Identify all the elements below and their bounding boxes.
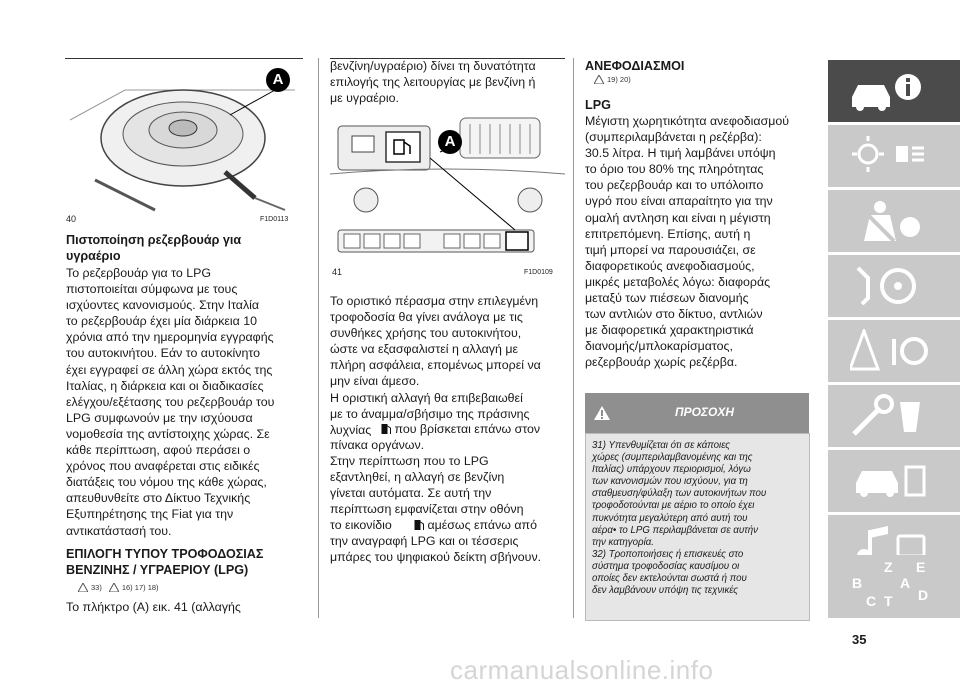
column-body: Το οριστικό πέρασμα στην επιλεγμένη τροφοδοσία θα γίνει ανάλογα με τις συνθήκες χρήσης του αυτοκινήτου, ώστε να εξασφαλιστεί η αλλαγή με πλήρη ασφάλεια, επομένως μπορεί να μην είναι άμεσο. Η οριστική αλλαγή θα επιβεβαιωθεί με το άναμμα/σβήσιμο της πράσινης λυχνίας [330, 294, 541, 437]
car-info-icon [846, 69, 926, 113]
figure-code: F1D0109 [524, 269, 553, 276]
warning-notes [78, 583, 159, 592]
tab-starting-driving[interactable] [828, 255, 960, 317]
seatbelt-icon [850, 199, 930, 243]
column-body: που βρίσκεται επάνω στον [391, 422, 541, 436]
note-ref: 16) 17) 18) [121, 583, 159, 592]
index-letter: A [900, 575, 911, 591]
tab-safety[interactable] [828, 190, 960, 252]
section-body: Το πλήκτρο (A) εικ. 41 (αλλαγής [66, 600, 241, 614]
index-letter: B [852, 575, 863, 591]
column-divider [318, 58, 319, 618]
index-letters-icon [846, 558, 936, 614]
warning-triangle-icon [593, 405, 611, 421]
figure-number: 40 [66, 214, 77, 224]
column-body: αμέσως επάνω από [424, 518, 537, 532]
column-top-rule [65, 58, 303, 59]
tab-index[interactable] [828, 555, 960, 618]
steering-wheel-icon [850, 264, 930, 308]
section-heading: ΑΝΕΦΟΔΙΑΣΜΟΙ [585, 59, 685, 73]
warning-triangle-icon [78, 583, 88, 592]
index-letter: T [884, 593, 893, 609]
warning-lamp-icon [850, 329, 930, 373]
index-letter: C [866, 593, 877, 609]
column-body: πίνακα οργάνων. Στην περίπτωση που το LPG εξαντληθεί, η αλλαγή σε βενζίνη γίνεται αυτόματα. Σε αυτή την περίπτωση εμφανίζεται στην οθόνη το εικονίδιο [330, 438, 524, 533]
lights-icon [850, 134, 930, 178]
tab-instruments[interactable] [828, 125, 960, 187]
warning-box-header [585, 393, 809, 433]
section-heading: ΕΠΙΛΟΓΗ ΤΥΠΟΥ ΤΡΟΦΟΔΟΣΙΑΣ ΒΕΝΖΙΝΗΣ / ΥΓΡΑΕΡΙΟΥ (LPG) [66, 547, 264, 578]
column-divider [573, 58, 574, 618]
figure-dashboard [330, 112, 565, 264]
tab-car-info[interactable] [828, 60, 960, 122]
watermark: carmanualsonline.info [450, 655, 714, 685]
warning-title: ΠΡΟΣΟΧΗ [675, 405, 735, 419]
tab-maintenance[interactable] [828, 385, 960, 447]
index-letter: D [918, 587, 929, 603]
column-body: βενζίνη/υγραέριο) δίνει τη δυνατότητα επιλογής της λειτουργίας με βενζίνη ή με υγραέριο. [330, 59, 536, 106]
subheading: LPG [585, 98, 611, 112]
index-letter: Z [884, 559, 893, 575]
column-body: την αναγραφή LPG και οι τέσσερις μπάρες του ψηφιακού δείκτη σβήνουν. [330, 534, 542, 565]
caution-triangle-icon [594, 75, 604, 84]
car-specs-icon [850, 459, 930, 503]
tab-technical-data[interactable] [828, 450, 960, 512]
section-body: Το ρεζερβουάρ για το LPG πιστοποιείται σύμφωνα με τους ισχύοντες κανονισμούς. Στην Ιταλία το ρεζερβουάρ έχει μία διάρκεια 10 χρόνια από την ημερομηνία εγγραφής του αυτοκινήτου. Εάν το αυτοκίνητο έχει εγγραφεί σε άλλη χώρα εκτός της Ιταλίας, η διάρκεια και οι διαδικασίες ελέγχου/εξέτασης του ρεζερβουάρ του LPG συμφωνούν με την ισχύουσα νομοθεσία της αντίστοιχης χώρας. Σε κάθε περίπτωση, αφού περάσει ο χρόνος που αναφέρεται στις ειδικές διατάξεις του νόμου της κάθε χώρας, απευθυνθείτε στο Δίκτυο Τεχνικής Εξυπηρέτησης της Fiat για την αντικατάστασή του. [66, 266, 275, 538]
figure-code: F1D0113 [260, 216, 289, 223]
tab-emergency[interactable] [828, 320, 960, 382]
figure-spare-tank [65, 60, 303, 212]
note-ref: 33) [91, 583, 102, 592]
warning-text: 31) Υπενθυμίζεται ότι σε κάποιες χώρες (συμπεριλαμβανομένης και της Ιταλίας) υπάρχουν περιορισμοί, λόγω των κανονισμών που ισχύουν, για τη σταθμευση/φύλαξη των αυτοκινήτων που τροφοδοτούνται με αέριο το οποίο έχει πυκνότητα μεγαλύτερη από αυτή του αέρα• το LPG περιλαμβάνεται σε αυτήν την κατηγορία. 32) Τροποποιήσεις ή επισκευές στο σύστημα τροφοδοσίας καυσίμου οι οποίες δεν εκτελούνται σωστά ή που δεν λαμβάνουν υπόψη τις τεχνικές [592, 440, 767, 597]
callout-a: A [266, 68, 290, 92]
callout-a: A [438, 130, 462, 154]
wrench-icon [850, 394, 930, 438]
column-body: Μέγιστη χωρητικότητα ανεφοδιασμού (συμπεριλαμβάνεται η ρεζέρβα): 30.5 λίτρα. Η τιμή λαμβάνει υπόψη το όριο του 80% της πληρότητας του ρεζερβουάρ και το υπόλοιπο υγρό που είναι απαραίτητο για την ομαλή αντληση και είναι η μέγιστη επιτρεπόμενη. Επίσης, αυτή η τιμή μπορεί να παρουσιάζει, σε διαφορετικούς ανεφοδιασμούς, μικρές μεταβολές λόγω: διαφοράς μεταξύ των πιέσεων διανομής των αντλιών στο δίκτυο, αντλιών με διαφορετικά χαρακτηριστικά διανομής/μπλοκαρίσματος, ρεζερβουάρ χωρίς ρεζέρβα. [585, 114, 790, 370]
caution-triangle-icon [109, 583, 119, 592]
figure-number: 41 [332, 267, 343, 277]
page-number: 35 [852, 632, 867, 647]
index-letter: E [916, 559, 926, 575]
section-heading: Πιστοποίηση ρεζερβουάρ για υγραέριο [66, 233, 242, 264]
note-ref: 19) 20) [607, 75, 631, 84]
caution-notes [594, 75, 631, 84]
